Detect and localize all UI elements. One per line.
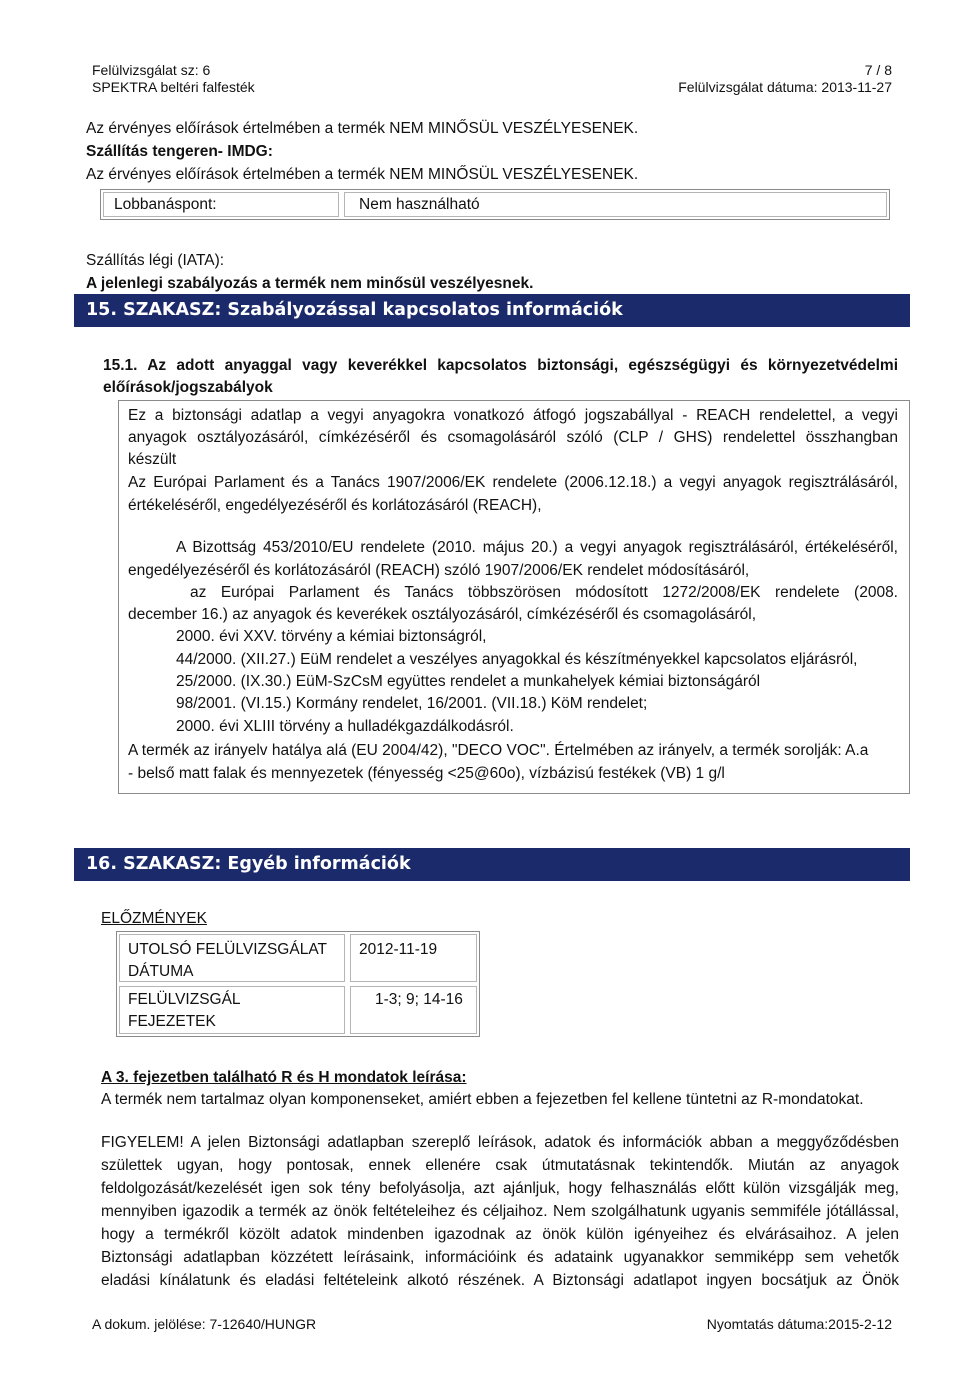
warning-line: eladási kínálatunk és eladási feltételeink alkotó részének. A Biztonsági adatlapot ingyen bocsátjuk az Önök — [101, 1272, 899, 1289]
reg-line: 25/2000. (IX.30.) EüM-SzCsM együttes rendelet a munkahelyek kémiai biztonságáról — [176, 673, 761, 690]
reg-line: 44/2000. (XII.27.) EüM rendelet a veszélyes anyagokkal és készítményekkel kapcsolatos eljárásról, — [176, 651, 858, 668]
header-product: SPEKTRA beltéri falfesték — [92, 79, 255, 95]
subsection-15-1-line2: előírások/jogszabályok — [103, 379, 273, 396]
warning-line: FIGYELEM! A jelen Biztonsági adatlapban szereplő leírások, adatok és információk abban a meggyőződésben — [101, 1134, 899, 1151]
imdg-title: Szállítás tengeren- IMDG: — [86, 143, 273, 160]
flash-point-table — [100, 189, 890, 220]
reg-line: december 16.) az anyagok és keverékek osztályozásáról, címkézéséről és csomagolásáról, — [128, 606, 757, 623]
transport-note-2: Az érvényes előírások értelmében a termék NEM MINŐSÜL VESZÉLYESENEK. — [86, 166, 639, 183]
reg-line: 2000. évi XXV. törvény a kémiai biztonságról, — [176, 628, 487, 645]
reg-line: 2000. évi XLIII törvény a hulladékgazdálkodásról. — [176, 718, 514, 735]
chapters-label-2: FEJEZETEK — [128, 1013, 216, 1030]
subsection-15-1-line1: 15.1. Az adott anyaggal vagy keverékkel kapcsolatos biztonsági, egészségügyi és környezetvédelmi — [103, 357, 898, 374]
reg-line: Ez a biztonsági adatlap a vegyi anyagokra vonatkozó átfogó jogszabállyal - REACH rendelettel, a vegyi — [128, 407, 898, 424]
reg-line: anyagok osztályozásáról, címkézéséről és csomagolásáról szóló (CLP / GHS) rendelettel összhangban — [128, 429, 898, 446]
voc-line-2: - belső matt falak és mennyezetek (fényesség <25@60o), vízbázisú festékek (VB) 1 g/l — [128, 765, 725, 782]
section-15-title: 15. SZAKASZ: Szabályozással kapcsolatos információk — [86, 300, 623, 320]
reg-line: értékeléséről, engedélyezéséről és korlátozásáról (REACH), — [128, 497, 542, 514]
warning-line: hogy a termékről közölt adatok mindenben igazodnak az önök külön igényeihez és elvárásaihoz. A jelen — [101, 1226, 899, 1243]
iata-text: A jelenlegi szabályozás a termék nem minősül veszélyesnek. — [86, 275, 534, 292]
reg-line: Az Európai Parlament és a Tanács 1907/2006/EK rendelete (2006.12.18.) a vegyi anyagok regisztrálásáról, — [128, 474, 898, 491]
history-table — [116, 931, 480, 1037]
header-revision: Felülvizsgálat sz: 6 — [92, 62, 211, 78]
warning-line: születtek ugyan, hogy pontosak, ennek ellenére csak útmutatásnak tekintendők. Miután az anyagok — [101, 1157, 899, 1174]
header-review-date: Felülvizsgálat dátuma: 2013-11-27 — [678, 79, 892, 95]
last-review-value: 2012-11-19 — [359, 941, 438, 958]
history-title: ELŐZMÉNYEK — [101, 910, 207, 927]
header-page: 7 / 8 — [864, 62, 892, 78]
last-review-label-2: DÁTUMA — [128, 963, 194, 980]
section-15-header — [74, 294, 910, 327]
footer-print-date: Nyomtatás dátuma:2015-2-12 — [706, 1316, 892, 1332]
reg-line: engedélyezéséről és korlátozásáról (REACH) szóló 1907/2006/EK rendelet módosításáról, — [128, 562, 750, 579]
voc-line-1: A termék az irányelv hatálya alá (EU 2004/42), "DECO VOC". Értelmében az irányelv, a termék sorolják: A.a — [128, 742, 869, 759]
warning-line: feldolgozását/kezelését igen sok tény befolyásolja, azt ajánljuk, hogy felhasználás előtt külön vizsgálják meg, — [101, 1180, 899, 1197]
reg-line: készült — [128, 451, 177, 468]
rh-text: A termék nem tartalmaz olyan komponenseket, amiért ebben a fejezetben fel kellene tüntetni az R-mondatokat. — [101, 1091, 864, 1108]
warning-line: Biztonsági adatlapban közzétett leírásaink, információink és adataink ugyanakkor semmiképp sem vehetők — [101, 1249, 899, 1266]
footer-doc-id: A dokum. jelölése: 7-12640/HUNGR — [92, 1316, 317, 1332]
section-16-header — [74, 848, 910, 881]
warning-line: mennyiben igazodik a termék az önök feltételeihez és céljaihoz. Nem szolgálhatunk ugyanis semmiféle jótállással, — [101, 1203, 899, 1220]
flash-point-value: Nem használható — [359, 196, 480, 213]
rh-title: A 3. fejezetben található R és H mondatok leírása: — [101, 1069, 467, 1086]
section-16-title: 16. SZAKASZ: Egyéb információk — [86, 854, 411, 874]
flash-point-label: Lobbanáspont: — [114, 196, 217, 213]
reg-line: A Bizottság 453/2010/EU rendelete (2010. május 20.) a vegyi anyagok regisztrálásáról, értékeléséről, — [176, 539, 898, 556]
transport-note-1: Az érvényes előírások értelmében a termék NEM MINŐSÜL VESZÉLYESENEK. — [86, 120, 639, 137]
reg-line: az Európai Parlament és Tanács többszörösen módosított 1272/2008/EK rendelete (2008. — [190, 584, 898, 601]
iata-title: Szállítás légi (IATA): — [86, 252, 225, 269]
reg-line: 98/2001. (VI.15.) Kormány rendelet, 16/2001. (VII.18.) KöM rendelet; — [176, 695, 648, 712]
chapters-value: 1-3; 9; 14-16 — [375, 991, 463, 1008]
last-review-label-1: UTOLSÓ FELÜLVIZSGÁLAT — [128, 941, 327, 958]
chapters-label-1: FELÜLVIZSGÁL — [128, 991, 241, 1008]
